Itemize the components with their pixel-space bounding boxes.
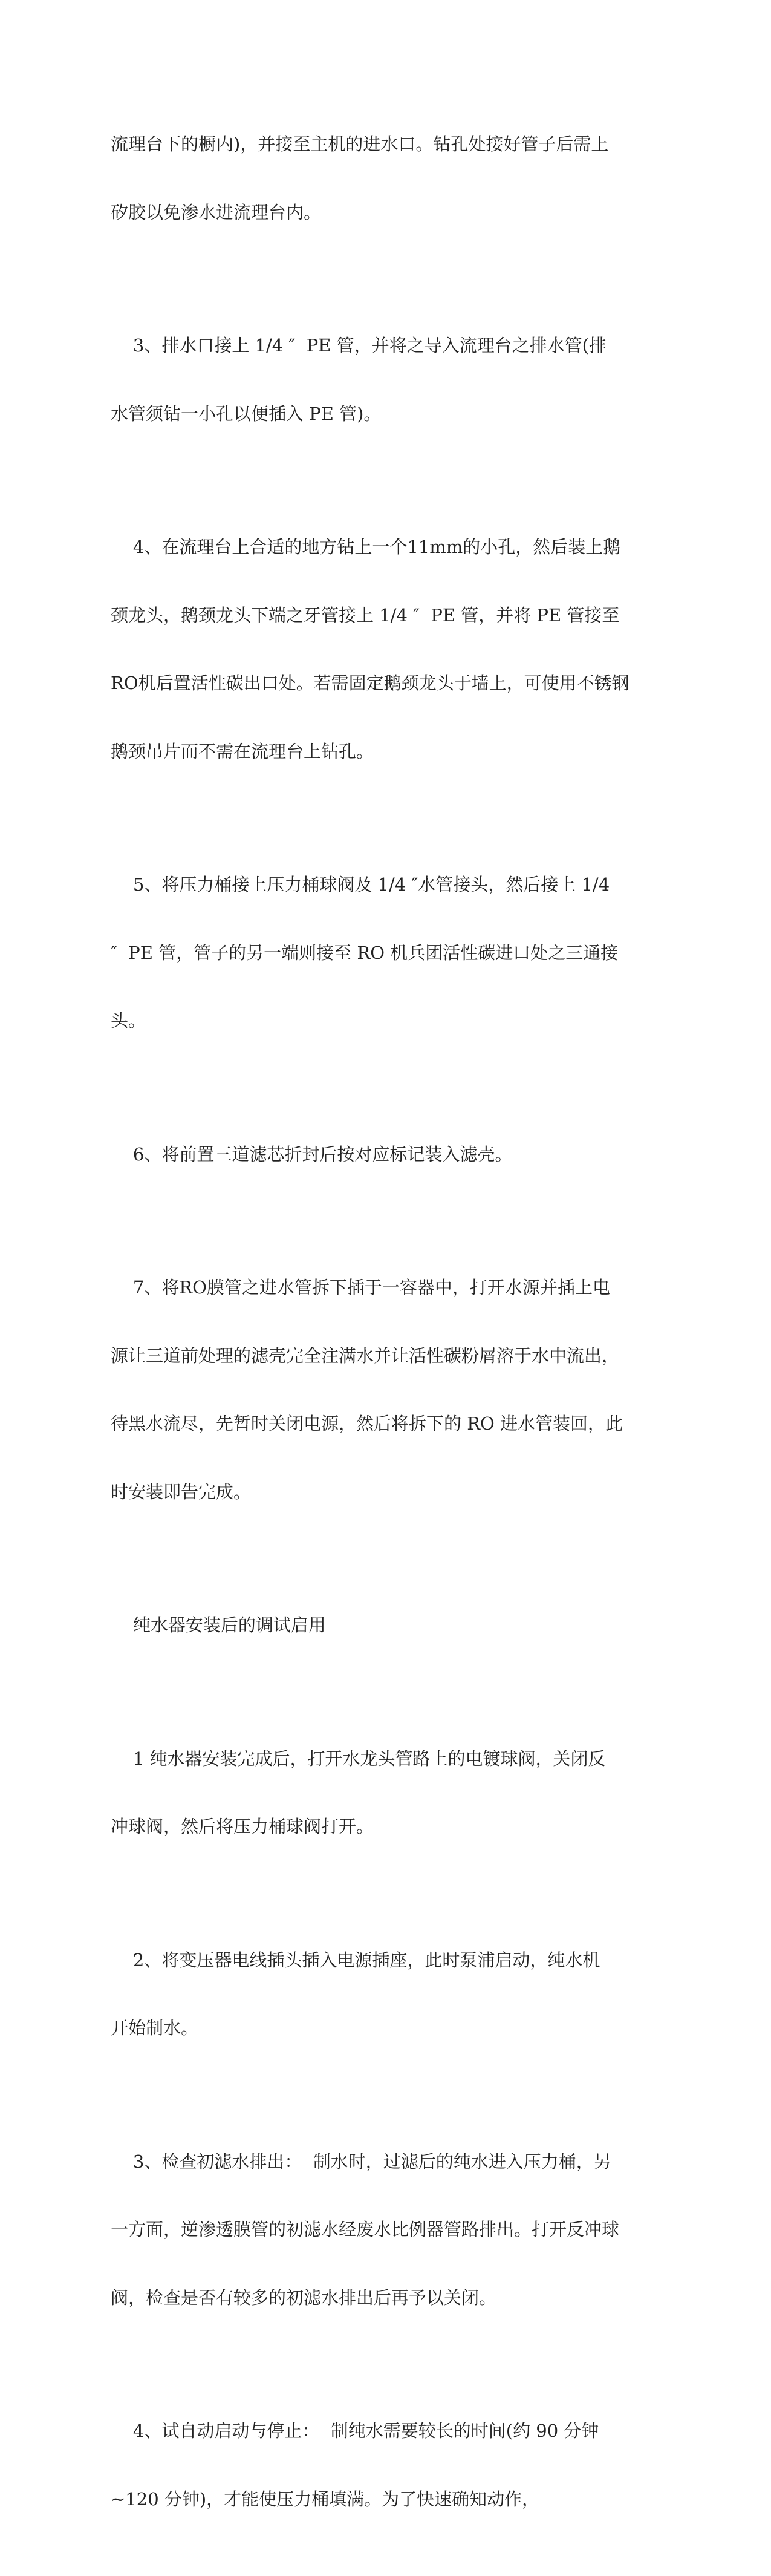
text-line: 5、将压力桶接上压力桶球阀及 1/4 ″水管接头，然后接上 1/4 — [111, 874, 610, 895]
text-line: 7、将RO膜管之进水管拆下插于一容器中，打开水源并插上电 — [111, 1277, 610, 1298]
text-line: 阀，检查是否有较多的初滤水排出后再予以关闭。 — [111, 2287, 497, 2308]
paragraph-step-5-pressure-tank — [111, 828, 643, 1078]
paragraph-step-6-filters — [111, 1098, 643, 1212]
paragraph-commission-step-1 — [111, 1702, 643, 1884]
paragraph-step-4-faucet — [111, 491, 643, 808]
text-line: 矽胶以免渗水进流理台内。 — [111, 201, 322, 223]
text-line: RO机后置活性碳出口处。若需固定鹅颈龙头于墙上，可使用不锈钢 — [111, 673, 629, 693]
text-line: ~120 分钟)，才能使压力桶填满。为了快速确知动作， — [111, 2488, 540, 2509]
section-heading-commissioning — [111, 1569, 643, 1682]
text-line: 时安装即告完成。 — [111, 1481, 252, 1502]
text-line: 1 纯水器安装完成后，打开水龙头管路上的电镀球阀，关闭反 — [111, 1748, 606, 1769]
text-line: 2、将变压器电线插头插入电源插座，此时泵浦启动，纯水机 — [111, 1949, 600, 1970]
text-line: 开始制水。 — [111, 2018, 199, 2038]
paragraph-commission-step-4 — [111, 2375, 643, 2556]
text-line: 4、试自动启动与停止： 制纯水需要较长的时间(约 90 分钟 — [111, 2421, 599, 2441]
paragraph-step-7-flush — [111, 1231, 643, 1549]
text-line: 4、在流理台上合适的地方钻上一个11mm的小孔，然后装上鹅 — [111, 537, 621, 557]
text-line: 6、将前置三道滤芯折封后按对应标记装入滤壳。 — [111, 1143, 513, 1165]
text-line: 流理台下的橱内)，并接至主机的进水口。钻孔处接好管子后需上 — [111, 134, 609, 154]
paragraph-commission-step-2 — [111, 1904, 643, 2085]
text-line: 3、检查初滤水排出： 制水时，过滤后的纯水进入压力桶，另 — [111, 2151, 611, 2172]
text-line: 3、排水口接上 1/4 ″ PE 管，并将之导入流理台之排水管(排 — [111, 335, 607, 356]
document-body — [111, 88, 643, 2576]
text-line: 一方面，逆渗透膜管的初滤水经废水比例器管路排出。打开反冲球 — [111, 2219, 620, 2240]
text-line: 颈龙头，鹅颈龙头下端之牙管接上 1/4 ″ PE 管，并将 PE 管接至 — [111, 604, 620, 626]
paragraph-step-3-drain — [111, 289, 643, 471]
text-line: 源让三道前处理的滤壳完全注满水并让活性碳粉屑溶于水中流出， — [111, 1345, 620, 1366]
text-line: 冲球阀，然后将压力桶球阀打开。 — [111, 1816, 374, 1837]
paragraph-pipe-connection — [111, 88, 643, 269]
text-line: 水管须钻一小孔以便插入 PE 管)。 — [111, 403, 382, 424]
text-line: 待黑水流尽，先暂时关闭电源，然后将拆下的 RO 进水管装回，此 — [111, 1413, 623, 1434]
paragraph-commission-step-3 — [111, 2105, 643, 2355]
text-line: ″ PE 管，管子的另一端则接至 RO 机兵团活性碳进口处之三通接 — [111, 942, 619, 963]
text-line: 纯水器安装后的调试启用 — [111, 1615, 326, 1635]
text-line: 鹅颈吊片而不需在流理台上钻孔。 — [111, 740, 374, 762]
text-line: 头。 — [111, 1010, 146, 1031]
